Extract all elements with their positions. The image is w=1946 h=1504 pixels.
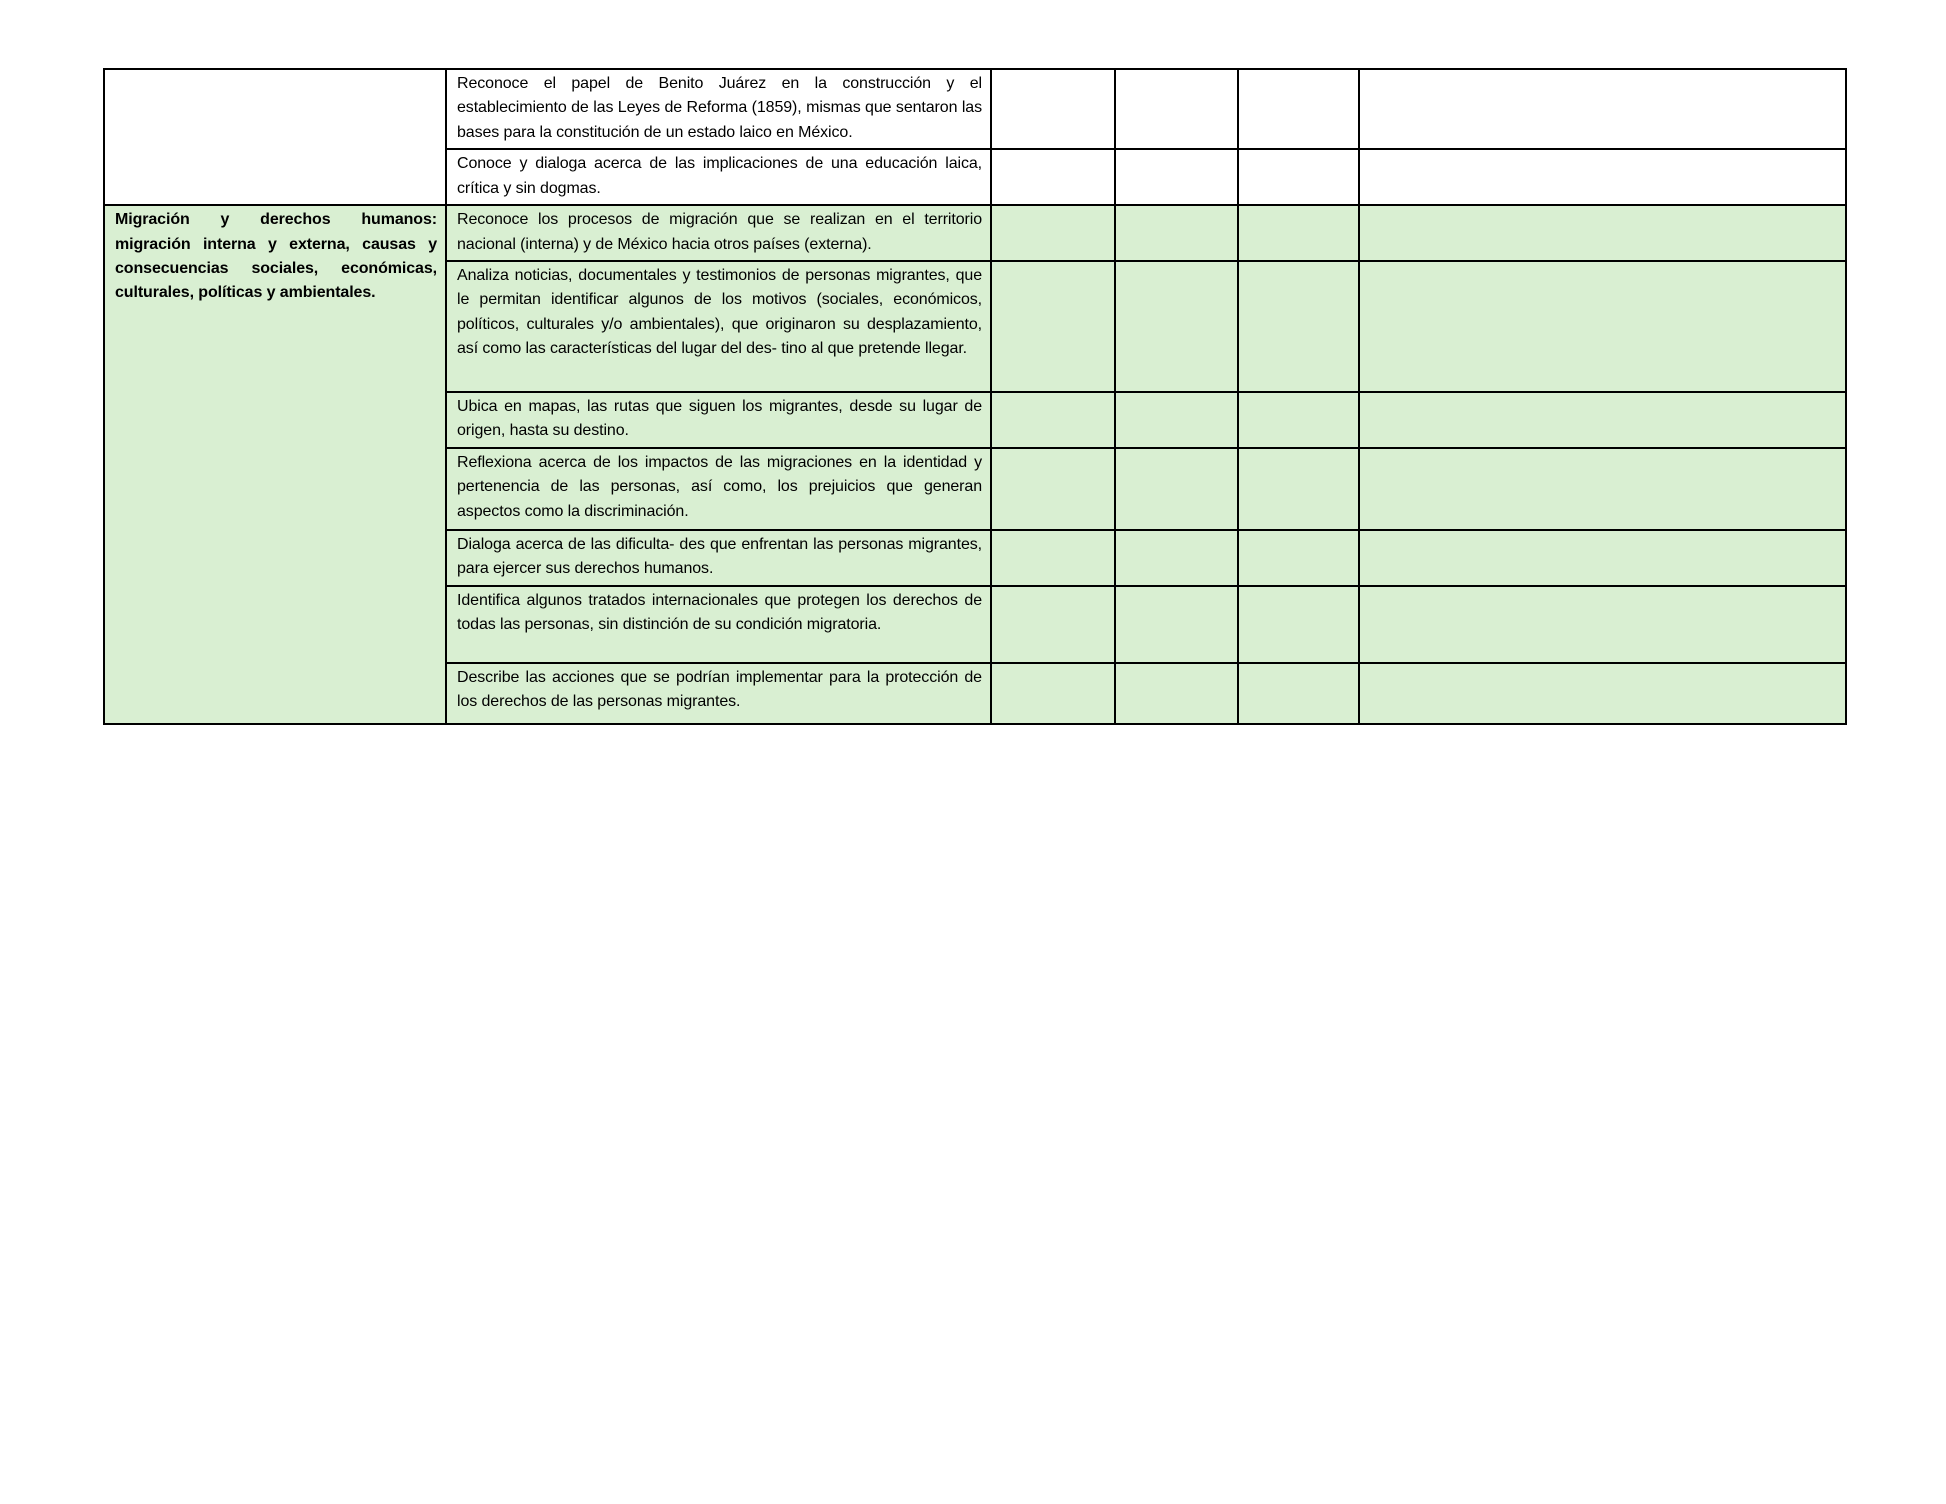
empty-cell	[1115, 149, 1238, 205]
outcome-cell: Reconoce el papel de Benito Juárez en la construcción y el establecimiento de las Leyes de Reforma (1859), mismas que sentaron las bases para la constitución de un estado laico en México.	[446, 69, 991, 149]
empty-cell	[991, 69, 1115, 149]
empty-cell	[1238, 205, 1359, 261]
empty-cell	[1359, 261, 1846, 392]
empty-cell	[1115, 448, 1238, 530]
table-row	[104, 205, 1846, 261]
empty-cell	[1359, 205, 1846, 261]
empty-cell	[991, 261, 1115, 392]
empty-cell	[991, 663, 1115, 724]
empty-cell	[1359, 448, 1846, 530]
empty-cell	[1238, 261, 1359, 392]
outcome-cell: Reflexiona acerca de los impactos de las migraciones en la identidad y pertenencia de las personas, así como, los prejuicios que generan aspectos como la discriminación.	[446, 448, 991, 530]
empty-cell	[1115, 586, 1238, 663]
empty-cell	[1115, 392, 1238, 448]
outcome-cell: Dialoga acerca de las dificulta- des que enfrentan las personas migrantes, para ejercer sus derechos humanos.	[446, 530, 991, 586]
empty-cell	[1115, 663, 1238, 724]
empty-cell	[991, 586, 1115, 663]
empty-cell	[991, 530, 1115, 586]
empty-cell	[1238, 69, 1359, 149]
empty-cell	[1115, 205, 1238, 261]
empty-cell	[1238, 530, 1359, 586]
empty-cell	[1238, 448, 1359, 530]
outcome-cell: Identifica algunos tratados internacionales que protegen los derechos de todas las personas, sin distinción de su condición migratoria.	[446, 586, 991, 663]
outcome-cell: Describe las acciones que se podrían implementar para la protección de los derechos de las personas migrantes.	[446, 663, 991, 724]
empty-cell	[1238, 392, 1359, 448]
empty-cell	[1115, 530, 1238, 586]
empty-cell	[1359, 392, 1846, 448]
empty-cell	[991, 392, 1115, 448]
empty-cell	[991, 448, 1115, 530]
empty-cell	[1115, 261, 1238, 392]
empty-cell	[991, 205, 1115, 261]
empty-cell	[991, 149, 1115, 205]
curriculum-table	[103, 68, 1847, 725]
empty-cell	[1359, 530, 1846, 586]
outcome-cell: Reconoce los procesos de migración que se realizan en el territorio nacional (interna) y de México hacia otros países (externa).	[446, 205, 991, 261]
outcome-cell: Conoce y dialoga acerca de las implicaciones de una educación laica, crítica y sin dogmas.	[446, 149, 991, 205]
empty-cell	[1359, 586, 1846, 663]
empty-cell	[1238, 149, 1359, 205]
outcome-cell: Ubica en mapas, las rutas que siguen los migrantes, desde su lugar de origen, hasta su destino.	[446, 392, 991, 448]
curriculum-table-container	[103, 68, 1847, 725]
topic-cell-migracion: Migración y derechos humanos: migración interna y externa, causas y consecuencias sociales, económicas, culturales, políticas y ambientales.	[104, 205, 446, 723]
empty-cell	[1359, 69, 1846, 149]
empty-cell	[1359, 663, 1846, 724]
empty-cell	[1238, 586, 1359, 663]
table-row	[104, 69, 1846, 149]
empty-cell	[1359, 149, 1846, 205]
topic-cell-empty	[104, 69, 446, 205]
empty-cell	[1238, 663, 1359, 724]
outcome-cell: Analiza noticias, documentales y testimonios de personas migrantes, que le permitan identificar algunos de los motivos (sociales, económicos, políticos, culturales y/o ambientales), que originaron su desplazamiento, así como las características del lugar del des- tino al que pretende llegar.	[446, 261, 991, 392]
empty-cell	[1115, 69, 1238, 149]
